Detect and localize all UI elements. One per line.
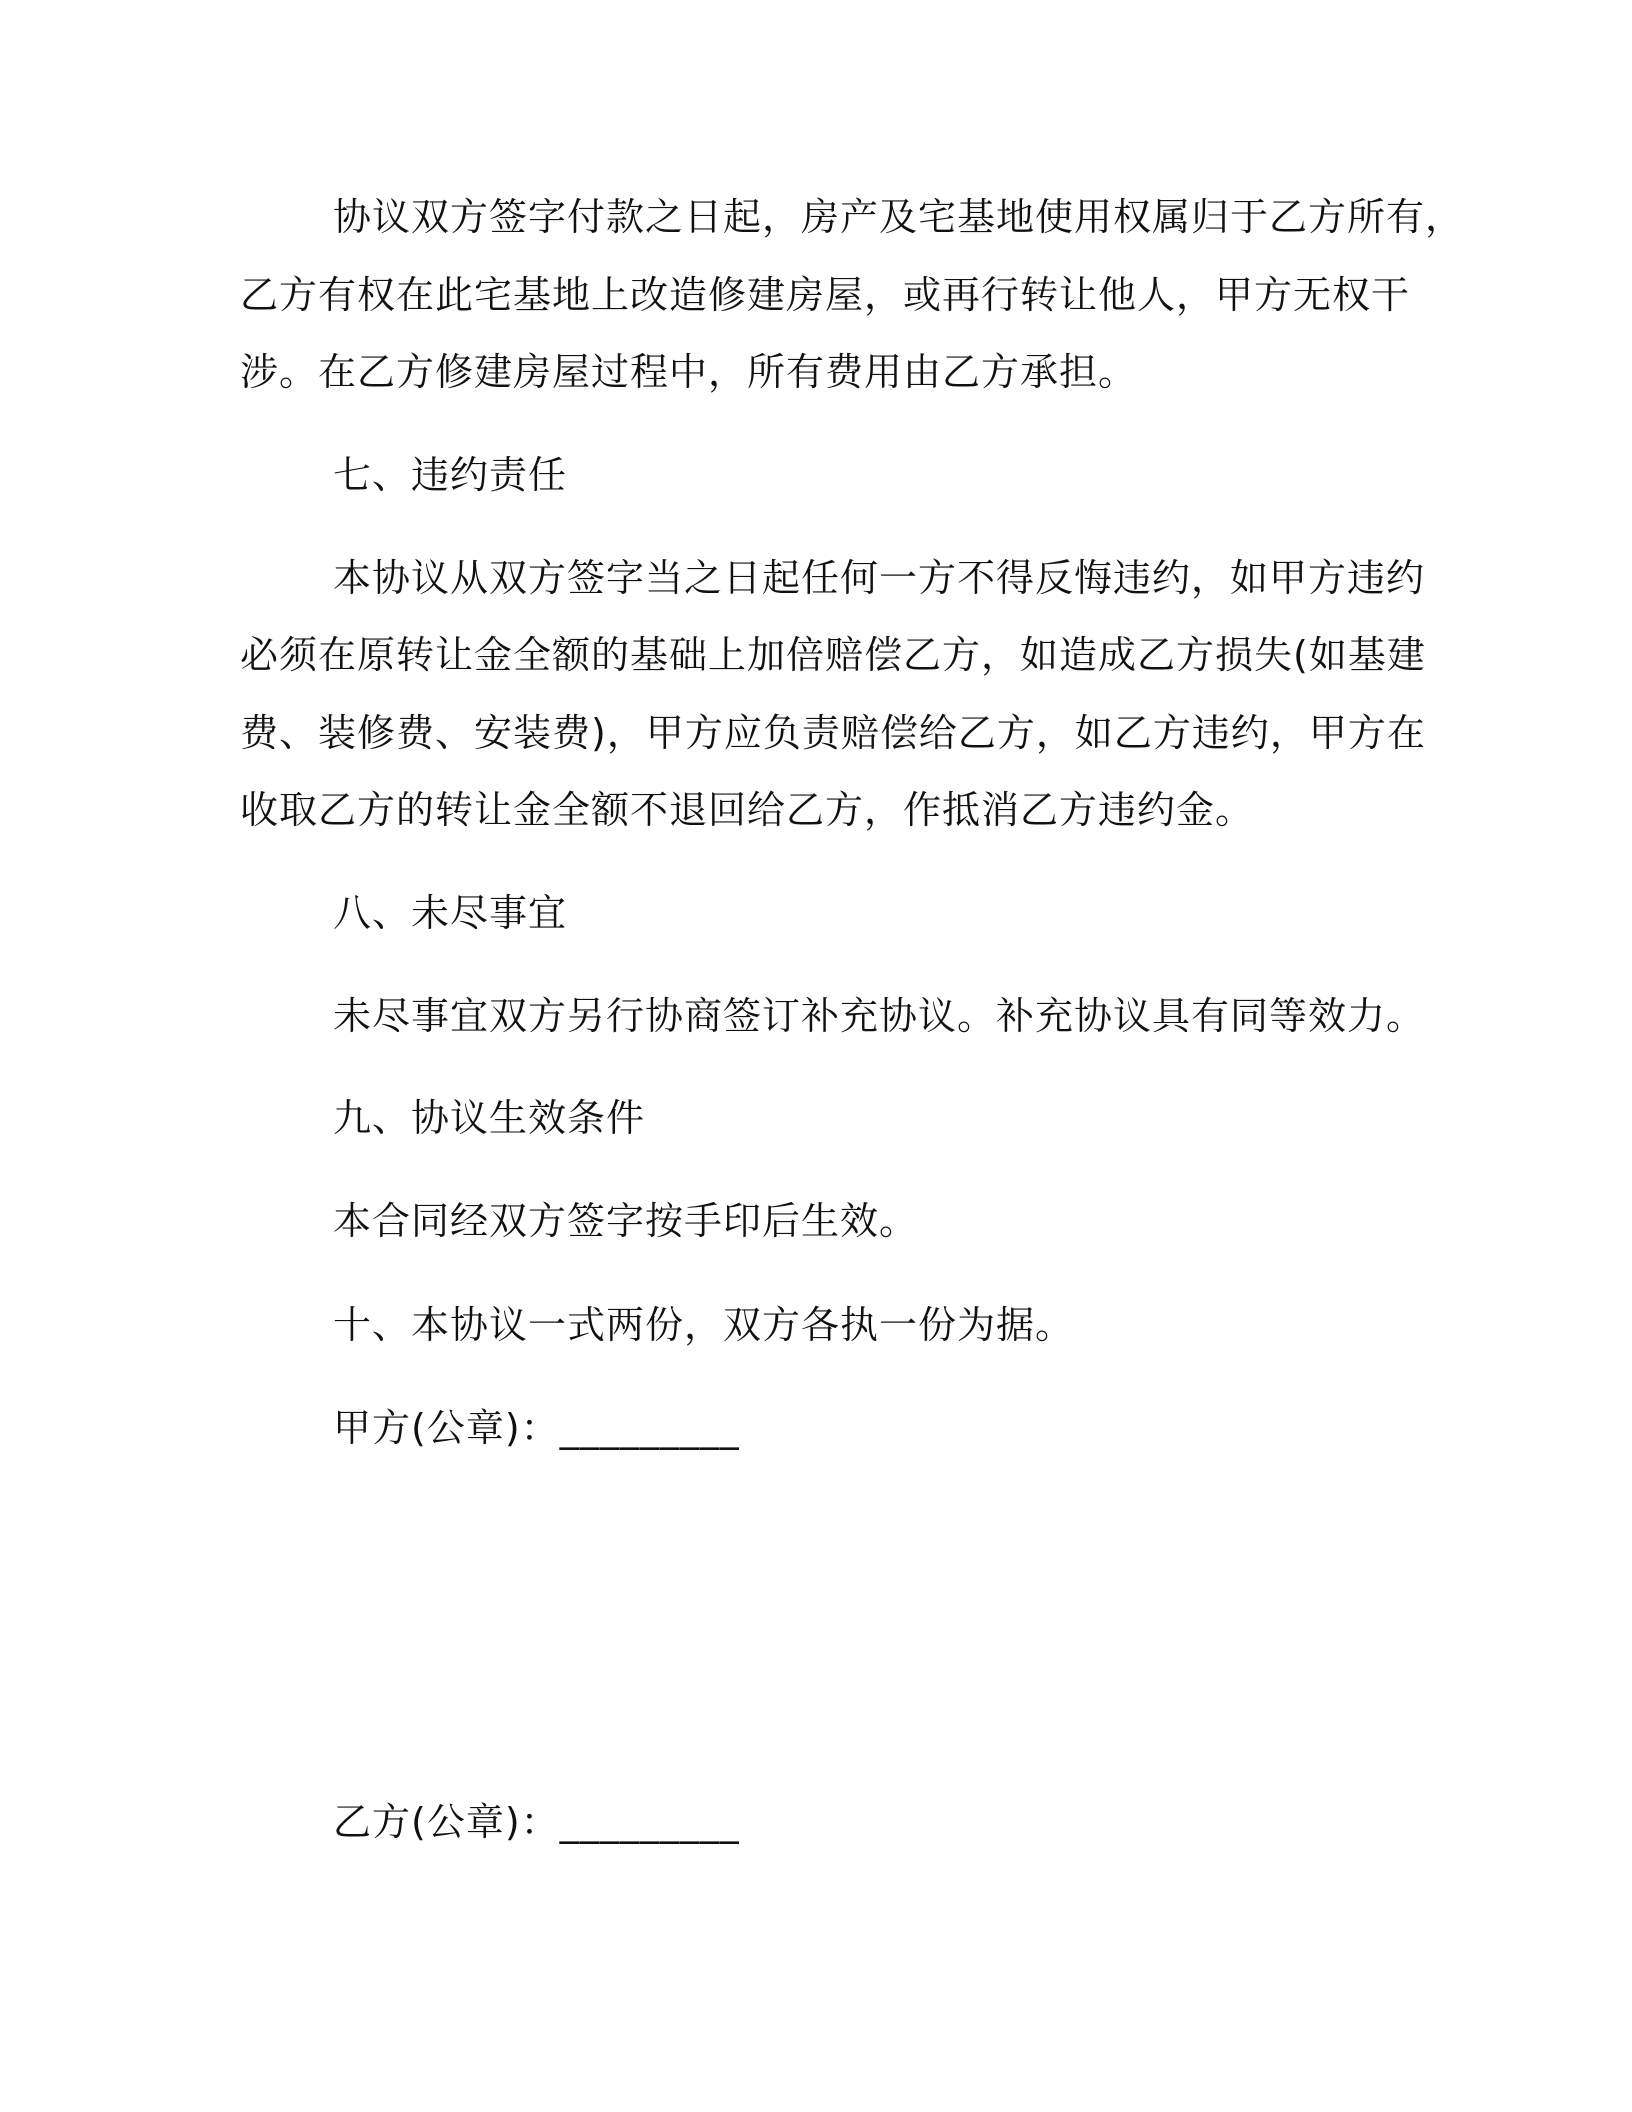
paragraph-7-line-2: 必须在原转让金全额的基础上加倍赔偿乙方，如造成乙方损失(如基建 <box>240 633 1426 677</box>
paragraph-7-line-4: 收取乙方的转让金全额不退回给乙方，作抵消乙方违约金。 <box>240 788 1255 832</box>
section-8-heading: 八、未尽事宜 <box>333 891 568 935</box>
paragraph-8: 未尽事宜双方另行协商签订补充协议。补充协议具有同等效力。 <box>333 994 1426 1038</box>
party-b-signature-line: 乙方(公章)：_________ <box>333 1800 740 1844</box>
section-10-clause: 十、本协议一式两份，双方各执一份为据。 <box>333 1303 1075 1347</box>
paragraph-6-line-3: 涉。在乙方修建房屋过程中，所有费用由乙方承担。 <box>240 350 1138 394</box>
paragraph-7-line-1: 本协议从双方签字当之日起任何一方不得反悔违约，如甲方违约 <box>333 556 1426 600</box>
section-7-heading: 七、违约责任 <box>333 453 568 497</box>
paragraph-7-line-3: 费、装修费、安装费)，甲方应负责赔偿给乙方，如乙方违约，甲方在 <box>240 711 1426 755</box>
paragraph-9: 本合同经双方签字按手印后生效。 <box>333 1199 919 1243</box>
section-9-heading: 九、协议生效条件 <box>333 1096 646 1140</box>
paragraph-6-line-1: 协议双方签字付款之日起，房产及宅基地使用权属归于乙方所有， <box>333 195 1465 239</box>
party-a-signature-line: 甲方(公章)：_________ <box>333 1406 740 1450</box>
paragraph-6-line-2: 乙方有权在此宅基地上改造修建房屋，或再行转让他人，甲方无权干 <box>240 273 1411 317</box>
